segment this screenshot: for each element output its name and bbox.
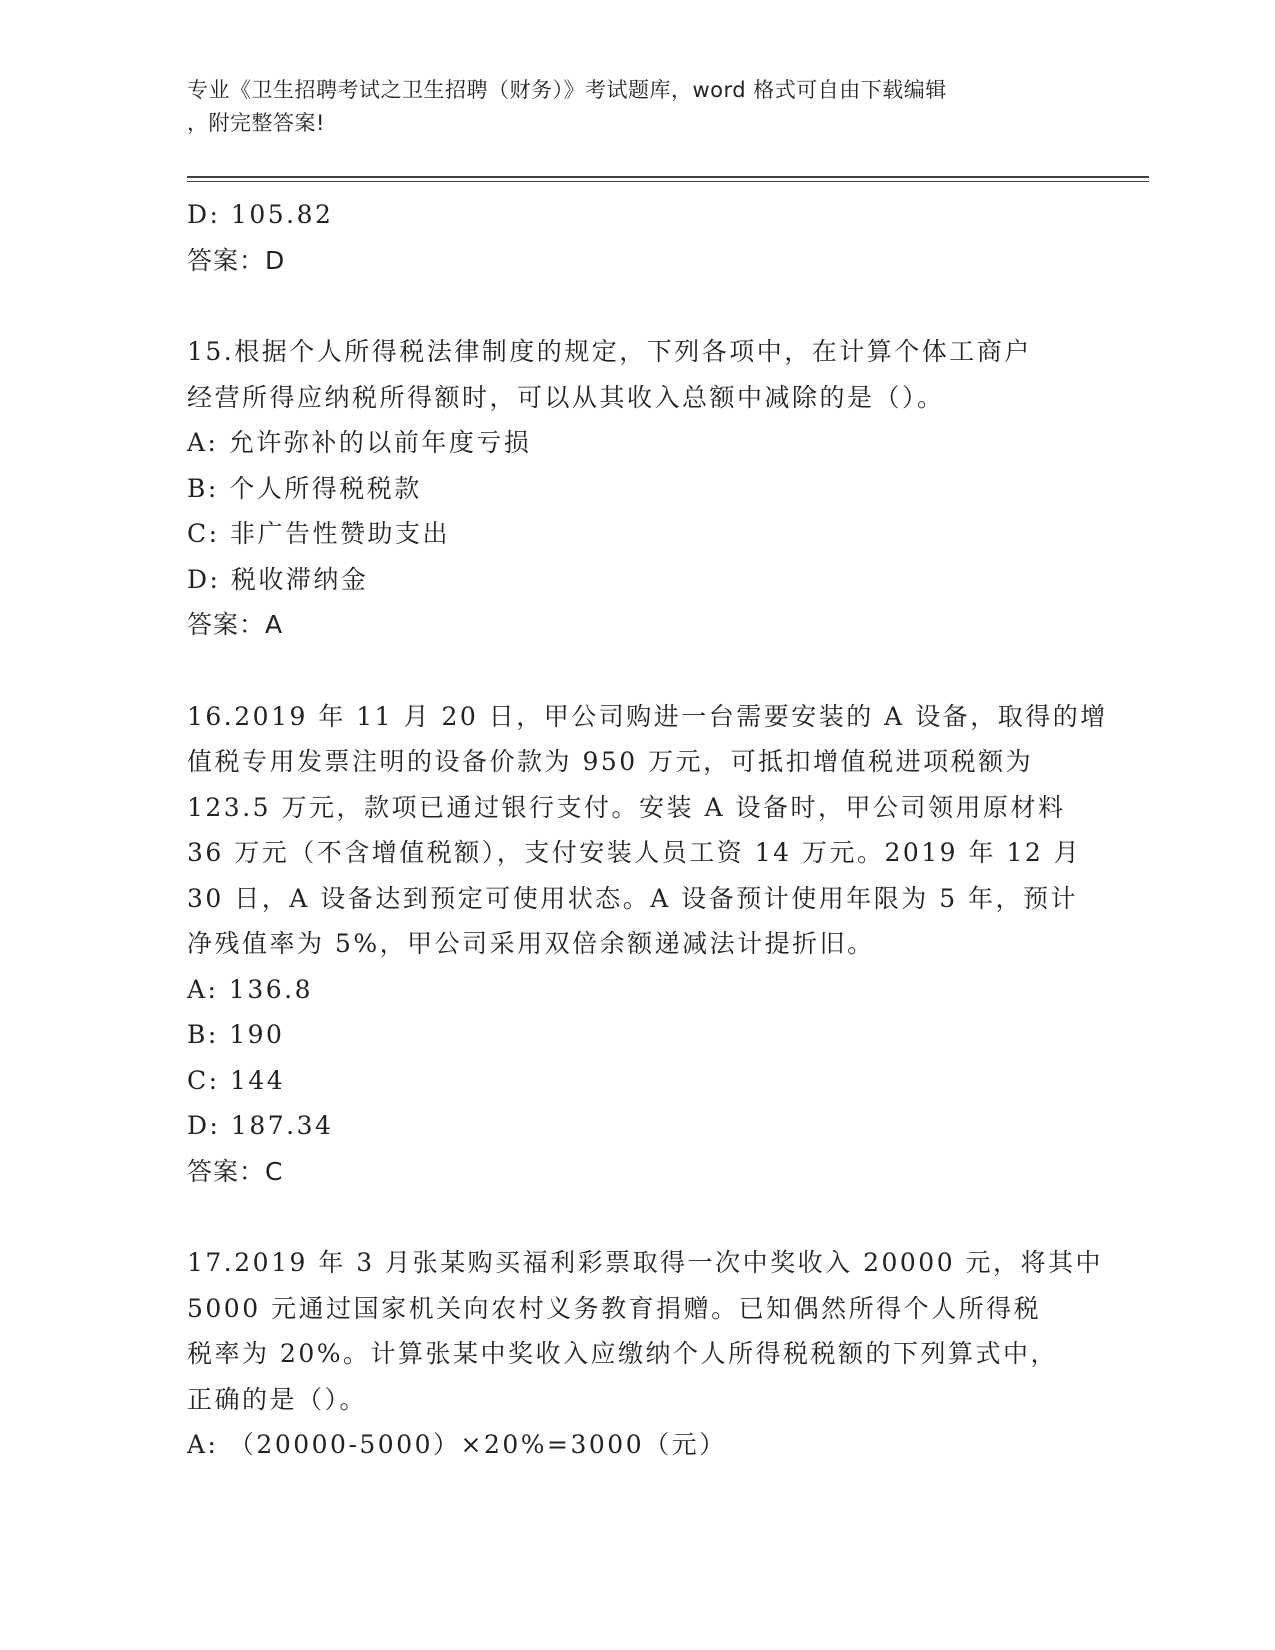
- option-b: B: 个人所得税税款: [187, 473, 422, 503]
- option-a: A: 136.8: [187, 974, 313, 1004]
- option-a: A: （20000-5000）×20%=3000（元）: [187, 1430, 727, 1459]
- header-line-1: 专业《卫生招聘考试之卫生招聘（财务）》考试题库，word 格式可自由下载编辑: [187, 78, 947, 102]
- answer: 答案：C: [187, 1156, 284, 1186]
- question-text-line: 36 万元（不含增值税额），支付安装人员工资 14 万元。2019 年 12 月: [187, 838, 1082, 867]
- option-c: C: 非广告性赞助支出: [187, 519, 450, 548]
- option-a: A: 允许弥补的以前年度亏损: [187, 428, 532, 457]
- question-text-line: 30 日，A 设备达到预定可使用状态。A 设备预计使用年限为 5 年，预计: [187, 883, 1079, 913]
- question-17: [187, 1240, 1104, 1468]
- option-b: B: 190: [187, 1020, 285, 1049]
- header-rule-thin: [187, 181, 1149, 182]
- question-text-line: 5000 元通过国家机关向农村义务教育捐赠。已知偶然所得个人所得税: [187, 1293, 1042, 1323]
- answer: 答案：D: [187, 245, 286, 275]
- option-c: C: 144: [187, 1065, 286, 1095]
- header-rule-thick: [187, 176, 1149, 178]
- option-d: D: 税收滞纳金: [187, 564, 369, 594]
- question-text-line: 税率为 20%。计算张某中奖收入应缴纳个人所得税税额的下列算式中，: [187, 1339, 1059, 1368]
- page-header: [187, 74, 1067, 140]
- header-line-2: ，附完整答案!: [187, 111, 325, 135]
- option-d: D: 187.34: [187, 1111, 334, 1140]
- spacer: [187, 648, 1087, 694]
- question-16: [187, 694, 1108, 1195]
- question-text-line: 17.2019 年 3 月张某购买福利彩票取得一次中奖收入 20000 元，将其中: [187, 1248, 1104, 1277]
- spacer: [187, 1194, 1087, 1240]
- answer: 答案：A: [187, 610, 284, 639]
- page-content: [187, 192, 1108, 1468]
- question-text-line: 16.2019 年 11 月 20 日，甲公司购进一台需要安装的 A 设备，取得的增: [187, 701, 1108, 731]
- question-text-line: 净残值率为 5%，甲公司采用双倍余额递减法计提折旧。: [187, 929, 875, 958]
- option-d: D: 105.82: [187, 200, 334, 229]
- spacer: [187, 283, 1087, 329]
- question-text-line: 15.根据个人所得税法律制度的规定，下列各项中，在计算个体工商户: [187, 337, 1032, 366]
- question-text-line: 值税专用发票注明的设备价款为 950 万元，可抵扣增值税进项税额为: [187, 747, 1034, 776]
- question-text-line: 经营所得应纳税所得额时，可以从其收入总额中减除的是（）。: [187, 382, 945, 412]
- question-text-line: 正确的是（）。: [187, 1384, 368, 1414]
- question-text-line: 123.5 万元，款项已通过银行支付。安装 A 设备时，甲公司领用原材料: [187, 792, 1066, 822]
- question-15: [187, 329, 1087, 648]
